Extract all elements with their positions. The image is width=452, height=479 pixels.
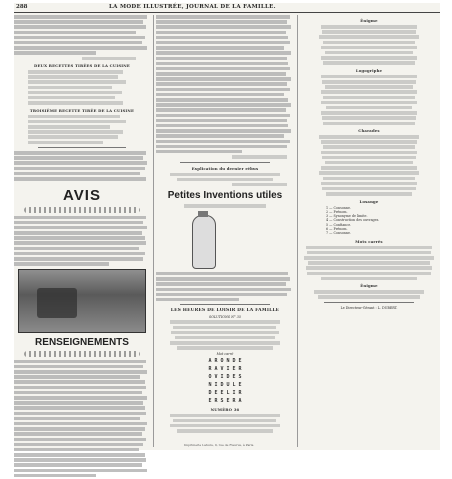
- column-divider: [153, 15, 154, 447]
- text-line: [322, 116, 416, 120]
- puzzle-row: D E E L I R: [208, 389, 242, 396]
- text-line: [321, 25, 418, 29]
- text-line: [156, 15, 290, 19]
- text-line: [156, 288, 291, 292]
- text-line: [304, 256, 434, 260]
- printer-footer: Imprimerie Lahure, 9, rue de Fleurus, à Paris.: [184, 443, 255, 447]
- text-line: [14, 365, 143, 369]
- header-rule: [14, 12, 440, 13]
- text-line: [175, 336, 274, 340]
- text-line: [14, 474, 96, 478]
- text-line: [156, 36, 288, 40]
- text-line: [14, 167, 145, 171]
- text-line: [318, 295, 420, 299]
- text-line: [14, 262, 109, 266]
- list-item: 3 — Synonyme de limite.: [326, 214, 368, 219]
- text-line: [322, 30, 416, 34]
- text-line: [14, 396, 147, 400]
- text-line: [14, 422, 147, 426]
- text-line: [156, 282, 286, 286]
- text-line: [170, 424, 280, 428]
- text-line: [14, 469, 147, 473]
- losange-heading: Losange: [359, 198, 379, 204]
- text-line: [319, 171, 418, 175]
- text-line: [14, 241, 146, 245]
- puzzle-row: R A V I E R: [208, 365, 242, 372]
- text-line: [156, 108, 286, 112]
- text-line: [14, 231, 142, 235]
- section-heading: DEUX RECETTES TIRÉES DE LA CUISINE: [33, 63, 131, 68]
- text-line: [173, 326, 277, 330]
- text-line: [321, 46, 418, 50]
- text-line: [156, 25, 291, 29]
- column-middle: [156, 15, 294, 434]
- text-line: [321, 75, 418, 79]
- renseignements-heading: RENSEIGNEMENTS: [35, 336, 129, 348]
- text-line: [14, 20, 143, 24]
- text-line: [170, 341, 280, 345]
- text-line: [321, 151, 418, 155]
- mot-carre-grid: [156, 358, 294, 364]
- text-line: [156, 31, 286, 35]
- text-line: [14, 463, 142, 467]
- text-line: [321, 111, 418, 115]
- column-divider: [297, 15, 298, 447]
- text-line: [321, 56, 418, 60]
- list-item: 6 — Prénom.: [326, 227, 348, 232]
- text-line: [14, 247, 139, 251]
- loisir-heading: LES HEURES DE LOISIR DE LA FAMILLE: [170, 308, 280, 314]
- text-line: [28, 141, 103, 145]
- text-line: [14, 391, 142, 395]
- mot-carre-heading: Mot carré: [216, 351, 234, 356]
- mot-carre-grid: [156, 366, 294, 372]
- text-line: [156, 20, 287, 24]
- text-line: [314, 290, 424, 294]
- text-line: [28, 120, 126, 124]
- text-line: [28, 70, 123, 74]
- text-line: [156, 67, 290, 71]
- column-right: [300, 15, 438, 311]
- puzzle-row: N I D U L E: [208, 381, 242, 388]
- journal-title: LA MODE ILLUSTRÉE, JOURNAL DE LA FAMILLE.: [109, 4, 276, 10]
- text-line: [28, 91, 122, 95]
- text-line: [177, 429, 274, 433]
- text-line: [321, 140, 418, 144]
- signature-line: [232, 155, 287, 159]
- text-line: [184, 204, 267, 208]
- numero-heading: NUMÉRO 36: [210, 406, 240, 412]
- text-line: [28, 86, 112, 90]
- mots-carres-heading: Mots carrés: [355, 238, 383, 244]
- text-line: [14, 257, 143, 261]
- text-line: [14, 161, 147, 165]
- divider: [38, 147, 126, 148]
- text-line: [14, 236, 145, 240]
- text-line: [156, 93, 284, 97]
- text-line: [28, 125, 110, 129]
- text-line: [14, 438, 146, 442]
- losange-list: [326, 206, 438, 236]
- text-line: [323, 96, 414, 100]
- text-line: [156, 140, 290, 144]
- text-line: [321, 90, 418, 94]
- text-line: [323, 145, 414, 149]
- text-line: [156, 277, 290, 281]
- text-line: [156, 82, 287, 86]
- text-line: [14, 25, 146, 29]
- text-line: [156, 103, 291, 107]
- text-line: [14, 51, 96, 55]
- text-line: [326, 192, 412, 196]
- petites-inventions-heading: Petites Inventions utiles: [167, 190, 283, 202]
- text-line: [171, 331, 279, 335]
- text-line: [14, 412, 146, 416]
- text-line: [321, 277, 418, 281]
- text-line: [326, 106, 412, 110]
- text-line: [322, 80, 416, 84]
- text-line: [156, 129, 291, 133]
- divider: [180, 162, 270, 163]
- text-line: [306, 266, 433, 270]
- text-line: [14, 46, 147, 50]
- puzzle-row: A R O N D E: [208, 357, 242, 364]
- page-header: [14, 3, 440, 13]
- text-line: [156, 88, 290, 92]
- divider: [180, 304, 270, 305]
- text-line: [322, 187, 416, 191]
- text-line: [156, 46, 284, 50]
- text-line: [28, 96, 115, 100]
- text-line: [321, 182, 418, 186]
- text-line: [319, 35, 418, 39]
- text-line: [325, 161, 413, 165]
- text-line: [14, 41, 142, 45]
- text-line: [170, 320, 280, 324]
- list-item: 4 — Construction des ouvrages.: [326, 218, 380, 223]
- text-line: [28, 130, 123, 134]
- text-line: [319, 135, 418, 139]
- text-line: [14, 172, 140, 176]
- text-line: [28, 101, 123, 105]
- text-line: [156, 298, 239, 302]
- mot-carre-grid: [156, 398, 294, 404]
- enigme-heading-2: Énigme: [360, 283, 378, 289]
- text-line: [307, 272, 431, 276]
- text-line: [156, 41, 290, 45]
- text-line: [14, 177, 146, 181]
- ornament: [24, 207, 140, 213]
- logogriphe-heading: Logogriphe: [355, 67, 383, 73]
- text-line: [177, 346, 274, 350]
- text-line: [156, 114, 290, 118]
- ornament: [24, 351, 140, 357]
- text-line: [325, 85, 413, 89]
- mot-carre-grid: [156, 390, 294, 396]
- mot-carre-grid: [156, 382, 294, 388]
- text-line: [14, 380, 145, 384]
- column-left: [14, 15, 150, 479]
- text-line: [14, 156, 143, 160]
- explication-heading: Explication du dernier rébus: [191, 165, 259, 171]
- text-line: [14, 453, 145, 457]
- text-line: [156, 62, 288, 66]
- page-number: 288: [16, 4, 28, 10]
- text-line: [306, 246, 433, 250]
- list-item: 2 — Prénom.: [326, 209, 348, 214]
- text-line: [323, 61, 414, 65]
- text-line: [28, 80, 126, 84]
- text-line: [14, 406, 145, 410]
- text-line: [156, 51, 291, 55]
- text-line: [14, 401, 143, 405]
- text-line: [156, 119, 287, 123]
- newspaper-page: [14, 3, 440, 450]
- text-line: [323, 41, 414, 45]
- text-line: [308, 261, 429, 265]
- text-line: [177, 178, 274, 182]
- director-signature: Le Directeur-Gérant : L. DUBERT.: [340, 305, 398, 310]
- text-line: [14, 221, 143, 225]
- mot-carre-grid: [156, 374, 294, 380]
- text-line: [156, 98, 288, 102]
- text-line: [156, 272, 288, 276]
- text-line: [173, 419, 277, 423]
- text-line: [14, 216, 146, 220]
- text-line: [14, 427, 145, 431]
- list-item: 5 — Confiance.: [326, 222, 352, 227]
- text-line: [14, 360, 146, 364]
- text-line: [321, 101, 418, 105]
- text-line: [14, 31, 136, 35]
- text-line: [14, 370, 147, 374]
- text-line: [28, 75, 118, 79]
- text-line: [156, 124, 288, 128]
- text-line: [156, 134, 284, 138]
- enigme-heading: Énigme: [360, 18, 378, 23]
- text-line: [325, 51, 413, 55]
- text-line: [14, 15, 147, 19]
- text-line: [156, 72, 286, 76]
- text-line: [28, 115, 120, 119]
- text-line: [156, 150, 242, 154]
- text-line: [156, 57, 287, 61]
- signature-line: [82, 57, 136, 61]
- text-line: [14, 458, 146, 462]
- text-line: [28, 135, 118, 139]
- bottle-invention-illustration: [172, 211, 254, 269]
- writing-desk-illustration: [18, 269, 146, 333]
- text-line: [322, 156, 416, 160]
- text-line: [14, 443, 143, 447]
- text-line: [14, 448, 139, 452]
- signature-line: [232, 183, 287, 187]
- text-line: [14, 417, 140, 421]
- text-line: [321, 166, 418, 170]
- text-line: [14, 151, 146, 155]
- text-line: [14, 36, 145, 40]
- avis-heading: AVIS: [63, 186, 101, 204]
- text-line: [14, 386, 146, 390]
- text-line: [323, 122, 414, 126]
- text-line: [14, 375, 140, 379]
- text-line: [323, 177, 414, 181]
- text-line: [307, 251, 431, 255]
- text-line: [170, 414, 280, 418]
- text-line: [156, 293, 287, 297]
- text-line: [14, 252, 145, 256]
- list-item: 7 — Consonne.: [326, 231, 352, 236]
- text-line: [14, 432, 142, 436]
- text-line: [14, 226, 147, 230]
- text-line: [156, 145, 287, 149]
- section-heading: TROISIÈME RECETTE TIRÉE DE LA CUISINE: [29, 107, 135, 113]
- list-item: 1 — Consonne.: [326, 205, 352, 210]
- text-line: [170, 173, 280, 177]
- text-line: [156, 77, 291, 81]
- puzzle-row: O V I D E S: [208, 373, 242, 380]
- puzzle-row: E R S E R A: [208, 397, 242, 404]
- solutions-heading: SOLUTIONS N° 35: [209, 315, 241, 320]
- charades-heading: Charades: [358, 128, 380, 133]
- divider: [324, 302, 414, 303]
